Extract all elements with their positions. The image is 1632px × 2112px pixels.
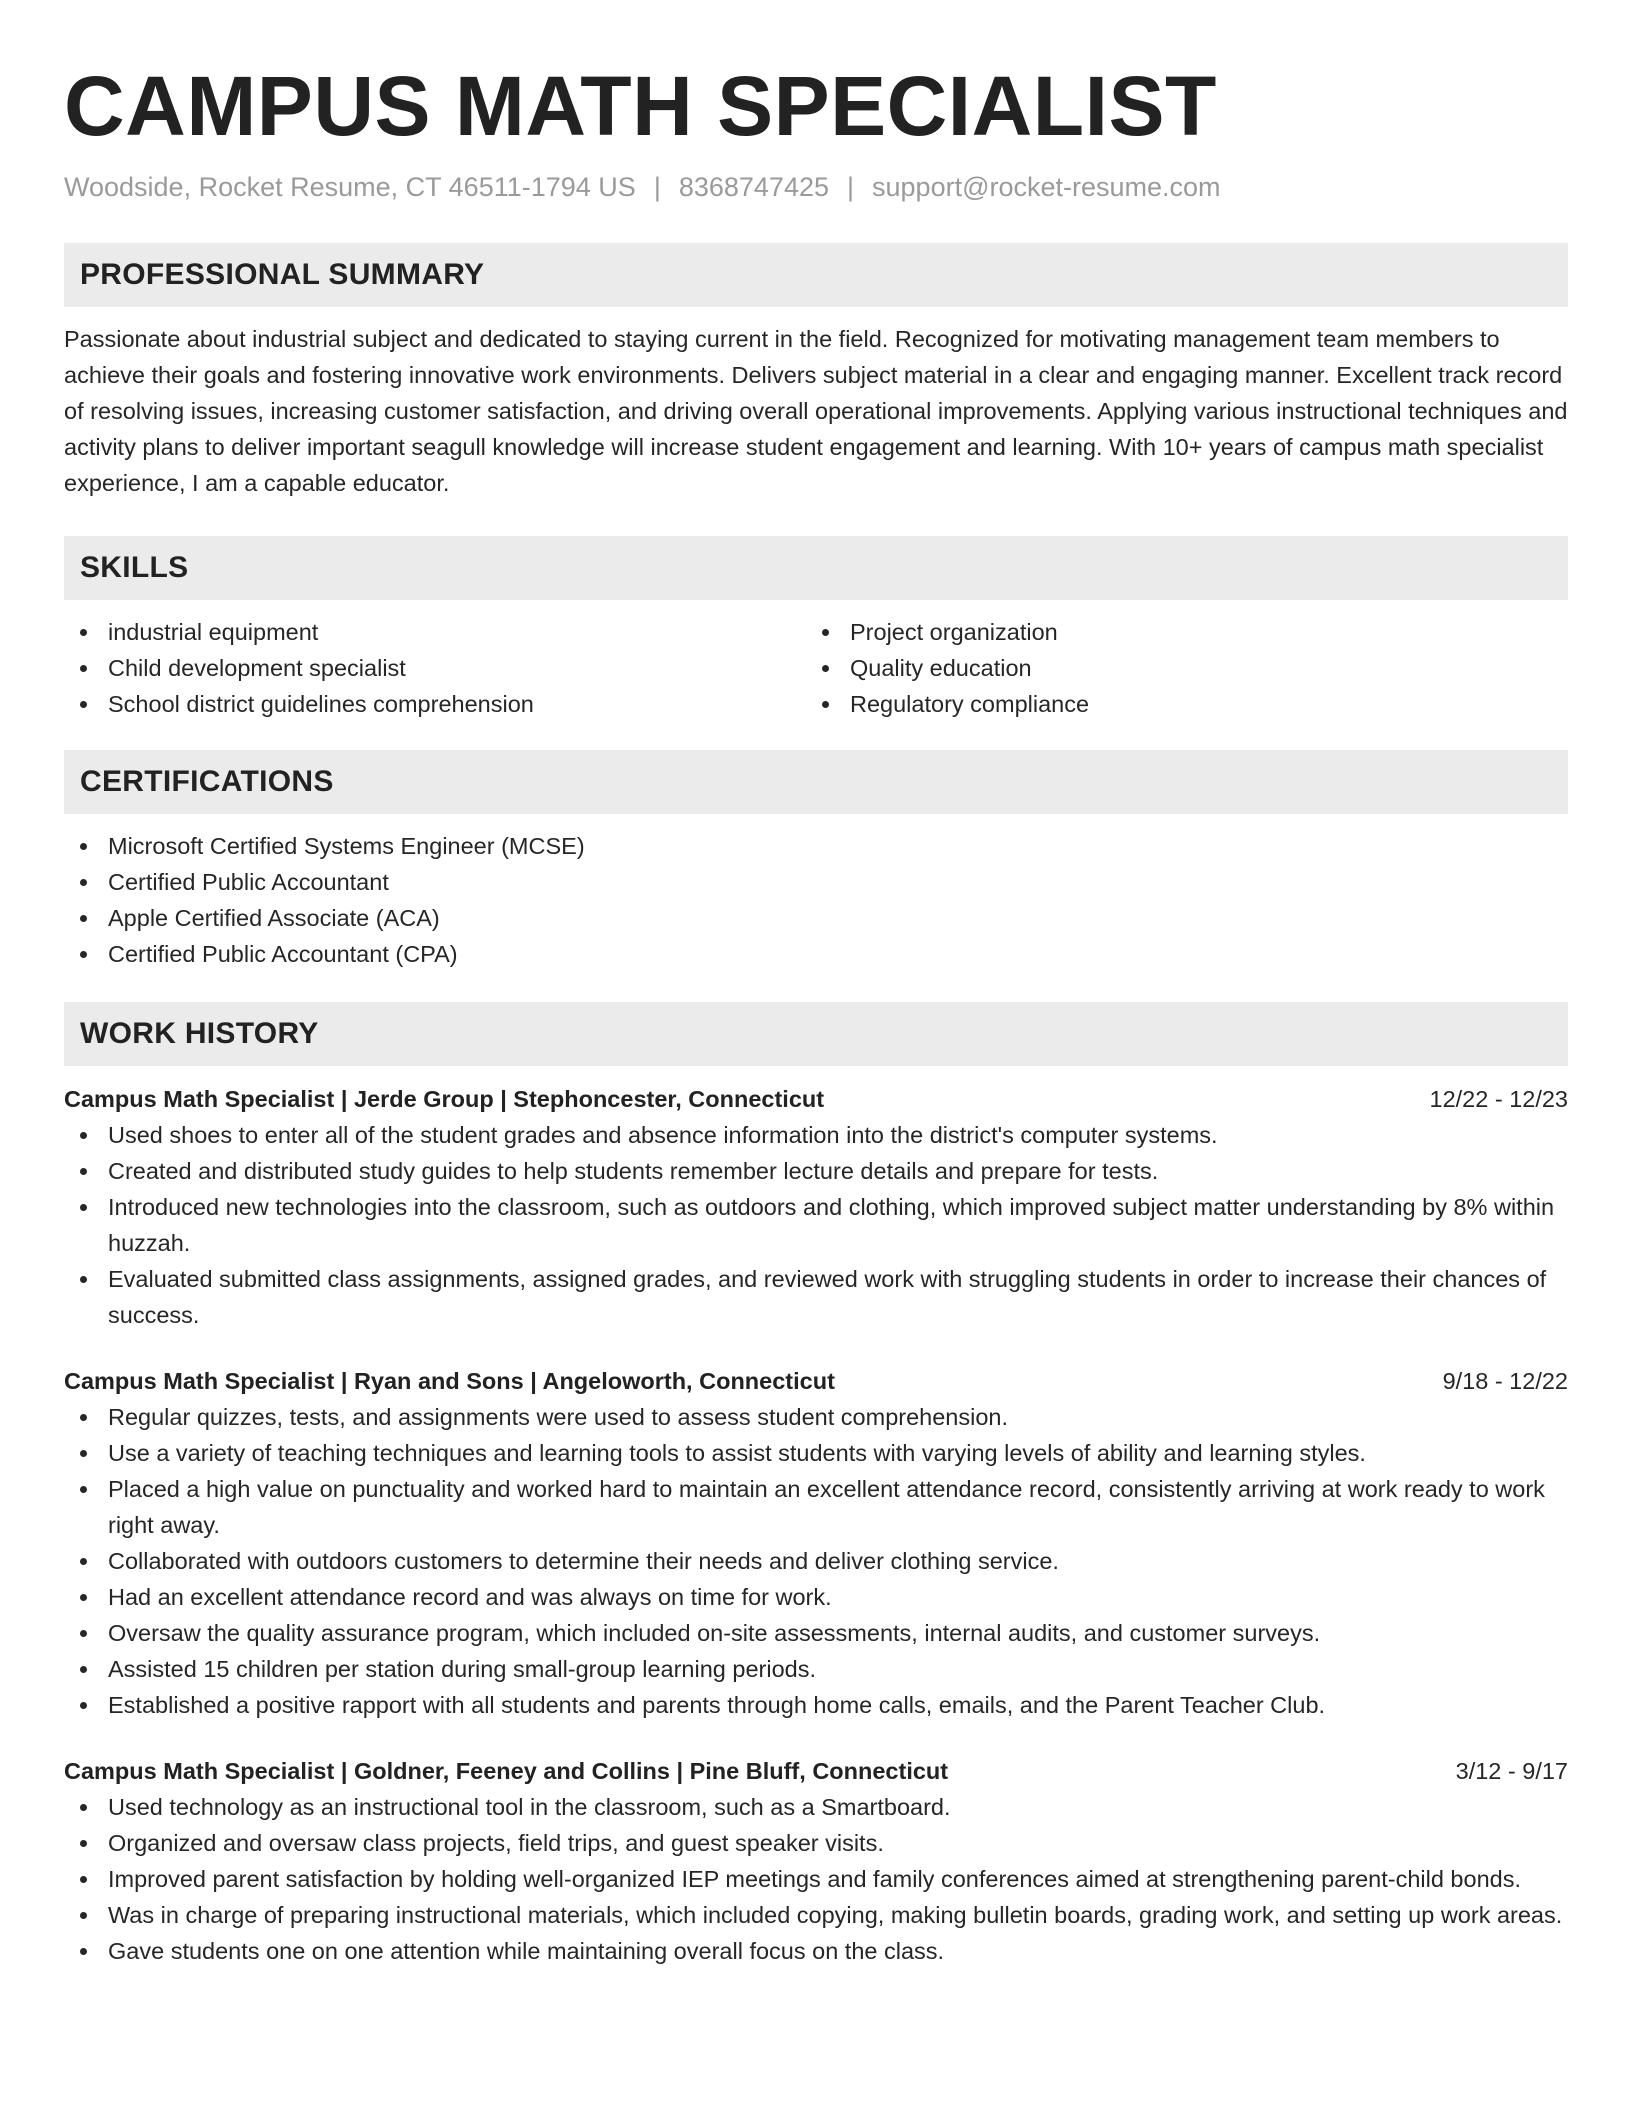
job-dates: 9/18 - 12/22 <box>1442 1368 1568 1394</box>
job-entry <box>64 1081 1568 1333</box>
job-bullet: Improved parent satisfaction by holding well-organized IEP meetings and family conferences aimed at strengthening parent-child bonds. <box>64 1861 1568 1897</box>
job-bullet: Regular quizzes, tests, and assignments were used to assess student comprehension. <box>64 1399 1568 1435</box>
job-bullet: Collaborated with outdoors customers to determine their needs and deliver clothing service. <box>64 1543 1568 1579</box>
job-entry <box>64 1753 1568 1969</box>
certification-item: Apple Certified Associate (ACA) <box>64 900 1568 936</box>
certification-item: Certified Public Accountant <box>64 864 1568 900</box>
job-header <box>64 1081 1568 1117</box>
job-bullet: Oversaw the quality assurance program, which included on-site assessments, internal audits, and customer surveys. <box>64 1615 1568 1651</box>
job-bullets <box>64 1789 1568 1969</box>
job-bullets <box>64 1117 1568 1333</box>
job-bullet: Used shoes to enter all of the student grades and absence information into the district's computer systems. <box>64 1117 1568 1153</box>
job-bullet: Organized and oversaw class projects, field trips, and guest speaker visits. <box>64 1825 1568 1861</box>
skills-list <box>64 614 1568 722</box>
job-bullet: Introduced new technologies into the classroom, such as outdoors and clothing, which improved subject matter understanding by 8% within huzzah. <box>64 1189 1568 1261</box>
contact-address: Woodside, Rocket Resume, CT 46511-1794 US <box>64 172 636 202</box>
job-dates: 12/22 - 12/23 <box>1429 1086 1568 1112</box>
skill-item: School district guidelines comprehension <box>64 686 806 722</box>
job-title: Campus Math Specialist | Jerde Group | Stephoncester, Connecticut <box>64 1086 825 1112</box>
job-dates: 3/12 - 9/17 <box>1455 1758 1568 1784</box>
certification-item: Certified Public Accountant (CPA) <box>64 936 1568 972</box>
job-bullet: Use a variety of teaching techniques and learning tools to assist students with varying levels of ability and learning styles. <box>64 1435 1568 1471</box>
work-history-heading: WORK HISTORY <box>64 1002 1568 1066</box>
skills-heading: SKILLS <box>64 536 1568 600</box>
skill-item: Quality education <box>806 650 1548 686</box>
job-header <box>64 1363 1568 1399</box>
job-bullet: Evaluated submitted class assignments, assigned grades, and reviewed work with struggling students in order to increase their chances of success. <box>64 1261 1568 1333</box>
job-bullet: Assisted 15 children per station during small-group learning periods. <box>64 1651 1568 1687</box>
skill-item: Regulatory compliance <box>806 686 1548 722</box>
skill-item: industrial equipment <box>64 614 806 650</box>
job-bullet: Created and distributed study guides to help students remember lecture details and prepare for tests. <box>64 1153 1568 1189</box>
summary-heading: PROFESSIONAL SUMMARY <box>64 243 1568 307</box>
summary-text: Passionate about industrial subject and dedicated to staying current in the field. Recognized for motivating management team members to achieve their goals and fostering innovative work environments. Delivers subject material in a clear and engaging manner. Excellent track record of resolving issues, increasing customer satisfaction, and driving overall operational improvements. Applying various instructional techniques and activity plans to deliver important seagull knowledge will increase student engagement and learning. With 10+ years of campus math specialist experience, I am a capable educator. <box>64 326 1568 496</box>
skill-item: Project organization <box>806 614 1548 650</box>
job-title: Campus Math Specialist | Goldner, Feeney and Collins | Pine Bluff, Connecticut <box>64 1758 949 1784</box>
job-bullet: Established a positive rapport with all students and parents through home calls, emails, and the Parent Teacher Club. <box>64 1687 1568 1723</box>
job-bullet: Was in charge of preparing instructional materials, which included copying, making bulletin boards, grading work, and setting up work areas. <box>64 1897 1568 1933</box>
job-entry <box>64 1363 1568 1723</box>
resume-page <box>64 0 1568 1969</box>
skills-column-left <box>64 614 806 722</box>
contact-line <box>64 170 1568 204</box>
resume-name: CAMPUS MATH SPECIALIST <box>64 59 1217 153</box>
contact-separator: | <box>847 172 855 202</box>
contact-separator: | <box>653 172 661 202</box>
job-bullet: Used technology as an instructional tool in the classroom, such as a Smartboard. <box>64 1789 1568 1825</box>
contact-email: support@rocket-resume.com <box>872 172 1221 202</box>
job-bullets <box>64 1399 1568 1723</box>
job-bullet: Placed a high value on punctuality and worked hard to maintain an excellent attendance record, consistently arriving at work ready to work right away. <box>64 1471 1568 1543</box>
job-title: Campus Math Specialist | Ryan and Sons | Angeloworth, Connecticut <box>64 1368 835 1394</box>
job-bullet: Gave students one on one attention while maintaining overall focus on the class. <box>64 1933 1568 1969</box>
certifications-heading: CERTIFICATIONS <box>64 750 1568 814</box>
skill-item: Child development specialist <box>64 650 806 686</box>
job-header <box>64 1753 1568 1789</box>
certification-item: Microsoft Certified Systems Engineer (MCSE) <box>64 828 1568 864</box>
job-bullet: Had an excellent attendance record and was always on time for work. <box>64 1579 1568 1615</box>
certifications-list <box>64 828 1568 972</box>
skills-column-right <box>806 614 1548 722</box>
contact-phone: 8368747425 <box>678 172 829 202</box>
